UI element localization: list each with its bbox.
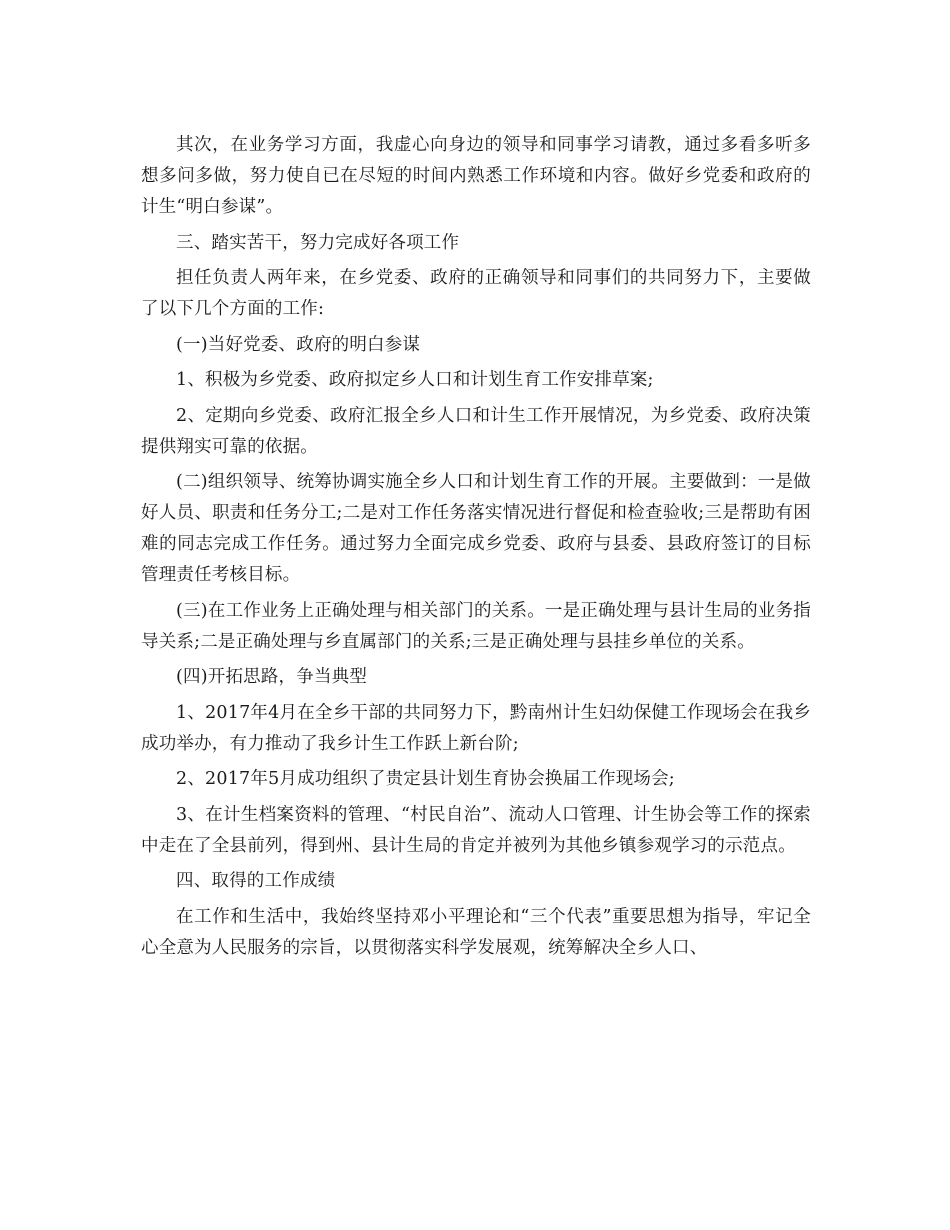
subheading-three: (三)在工作业务上正确处理与相关部门的关系。一是正确处理与县计生局的业务指导关系;二是正确处理与乡直属部门的关系;三是正确处理与县挂乡单位的关系。 [141, 600, 811, 652]
paragraph-study: 其次，在业务学习方面，我虚心向身边的领导和同事学习请教，通过多看多听多想多问多做，努力使自已在尽短的时间内熟悉工作环境和内容。做好乡党委和政府的计生“明白参谋”。 [141, 135, 811, 217]
list-item-1-2: 2、定期向乡党委、政府汇报全乡人口和计生工作开展情况，为乡党委、政府决策提供翔实可靠的依据。 [141, 405, 811, 457]
list-item-4-3: 3、在计生档案资料的管理、“村民自治”、流动人口管理、计生协会等工作的探索中走在了全县前列，得到州、县计生局的肯定并被列为其他乡镇参观学习的示范点。 [141, 804, 811, 856]
heading-section-three: 三、踏实苦干，努力完成好各项工作 [176, 232, 460, 253]
subheading-one: (一)当好党委、政府的明白参谋 [176, 334, 421, 355]
subheading-four: (四)开拓思路，争当典型 [176, 667, 368, 687]
paragraph-intro-work: 担任负责人两年来，在乡党委、政府的正确领导和同事们的共同努力下，主要做了以下几个方面的工作: [141, 268, 811, 319]
list-item-1-1: 1、积极为乡党委、政府拟定乡人口和计划生育工作安排草案; [176, 370, 654, 390]
paragraph-achievements: 在工作和生活中，我始终坚持邓小平理论和“三个代表”重要思想为指导，牢记全心全意为人民服务的宗旨，以贯彻落实科学发展观，统筹解决全乡人口、 [141, 906, 811, 958]
heading-section-four: 四、取得的工作成绩 [176, 871, 336, 891]
document-body [141, 130, 811, 968]
list-item-4-2: 2、2017年5月成功组织了贵定县计划生育协会换届工作现场会; [176, 769, 675, 789]
list-item-4-1: 1、2017年4月在全乡干部的共同努力下，黔南州计生妇幼保健工作现场会在我乡成功举办，有力推动了我乡计生工作跃上新台阶; [141, 702, 811, 754]
subheading-two: (二)组织领导、统筹协调实施全乡人口和计划生育工作的开展。主要做到：一是做好人员、职责和任务分工;二是对工作任务落实情况进行督促和检查验收;三是帮助有困难的同志完成工作任务。通过努力全面完成乡党委、政府与县委、县政府签订的目标管理责任考核目标。 [141, 472, 811, 585]
